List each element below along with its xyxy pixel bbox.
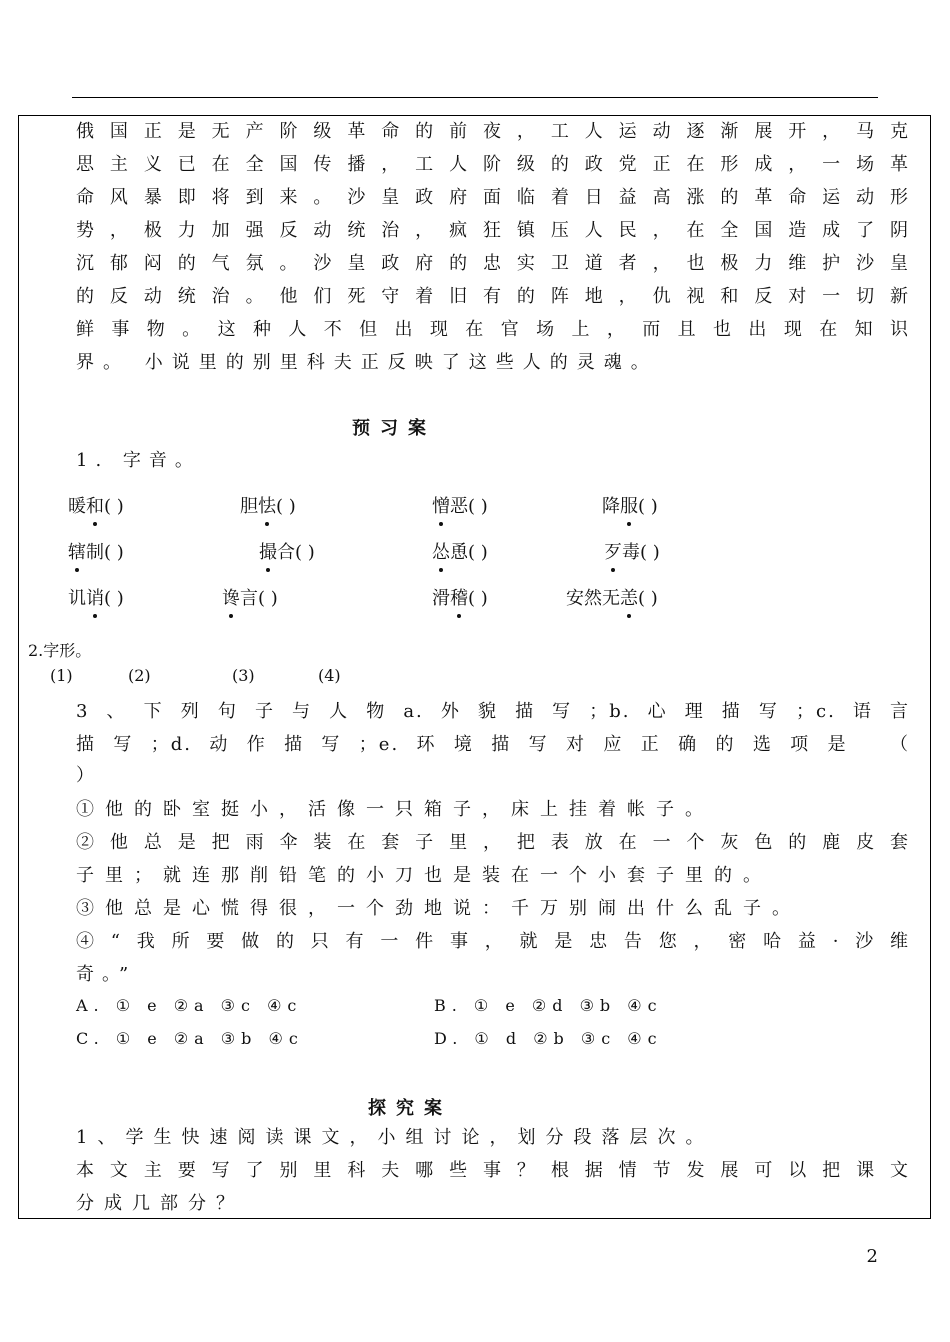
explore-line: 分成几部分？ bbox=[76, 1193, 244, 1214]
question-3-line: ） bbox=[76, 765, 102, 786]
paragraph-line: 沉郁闷的气氛。沙皇政府的忠实卫道者，也极力维护沙皇 bbox=[76, 253, 910, 274]
option-d: D. ① d ②b ③c ④c bbox=[434, 1029, 663, 1048]
pinyin-item: 安然无恙( ) bbox=[566, 584, 658, 610]
q2-item: (3) bbox=[232, 666, 255, 685]
sentence: ④“我所要做的只有一件事，就是忠告您，密哈益·沙维 bbox=[76, 931, 910, 952]
sentence: ②他总是把雨伞装在套子里，把表放在一个灰色的鹿皮套 bbox=[76, 832, 910, 853]
explore-line: 1、学生快速阅读课文，小组讨论，划分段落层次。 bbox=[76, 1127, 714, 1148]
pinyin-item: 胆怯( ) bbox=[240, 492, 296, 518]
sentence: 奇。” bbox=[76, 964, 137, 985]
paragraph-line: 势，极力加强反动统治，疯狂镇压人民，在全国造成了阴 bbox=[76, 220, 910, 241]
question-1: 1. 字音。 bbox=[76, 450, 201, 471]
sentence: ③他总是心慌得很，一个劲地说：千万别闹出什么乱子。 bbox=[76, 898, 801, 919]
section-title-explore: 探究案 bbox=[368, 1098, 452, 1119]
pinyin-item: 辖制( ) bbox=[68, 538, 124, 564]
paragraph-line: 命风暴即将到来。沙皇政府面临着日益高涨的革命运动形 bbox=[76, 187, 910, 208]
q2-item: (2) bbox=[128, 666, 151, 685]
sentence: 子里；就连那削铅笔的小刀也是装在一个小套子里的。 bbox=[76, 865, 772, 886]
header-rule bbox=[72, 97, 878, 98]
option-a: A. ① e ②a ③c ④c bbox=[76, 996, 303, 1015]
question-3-line: 描写；d.动作描写；e.环境描写对应正确的选项是 （ bbox=[76, 734, 910, 755]
page-number: 2 bbox=[866, 1246, 878, 1267]
pinyin-item: 歹毒( ) bbox=[604, 538, 660, 564]
paragraph-line: 界。 小说里的别里科夫正反映了这些人的灵魂。 bbox=[76, 352, 658, 373]
paragraph-line: 思主义已在全国传播，工人阶级的政党正在形成，一场革 bbox=[76, 154, 910, 175]
pinyin-item: 谗言( ) bbox=[222, 584, 278, 610]
pinyin-item: 憎恶( ) bbox=[432, 492, 488, 518]
paragraph-line: 鲜事物。这种人不但出现在官场上，而且也出现在知识 bbox=[76, 319, 910, 340]
pinyin-item: 怂恿( ) bbox=[432, 538, 488, 564]
sentence: ①他的卧室挺小，活像一只箱子，床上挂着帐子。 bbox=[76, 799, 714, 820]
pinyin-item: 撮合( ) bbox=[259, 538, 315, 564]
paragraph-line: 俄国正是无产阶级革命的前夜，工人运动逐渐展开，马克 bbox=[76, 121, 910, 142]
section-title-preview: 预习案 bbox=[352, 418, 436, 439]
question-3-line: 3、下列句子与人物a.外貌描写；b.心理描写；c.语言 bbox=[76, 701, 910, 722]
paragraph-line: 的反动统治。他们死守着旧有的阵地，仇视和反对一切新 bbox=[76, 286, 910, 307]
option-b: B. ① e ②d ③b ④c bbox=[434, 996, 663, 1015]
question-2: 2.字形。 bbox=[28, 641, 92, 660]
q2-item: (4) bbox=[318, 666, 341, 685]
explore-line: 本文主要写了别里科夫哪些事？根据情节发展可以把课文 bbox=[76, 1160, 910, 1181]
pinyin-item: 滑稽( ) bbox=[432, 584, 488, 610]
pinyin-item: 暖和( ) bbox=[68, 492, 124, 518]
pinyin-item: 讥诮( ) bbox=[68, 584, 124, 610]
option-c: C. ① e ②a ③b ④c bbox=[76, 1029, 304, 1048]
pinyin-item: 降服( ) bbox=[602, 492, 658, 518]
q2-item: (1) bbox=[50, 666, 73, 685]
